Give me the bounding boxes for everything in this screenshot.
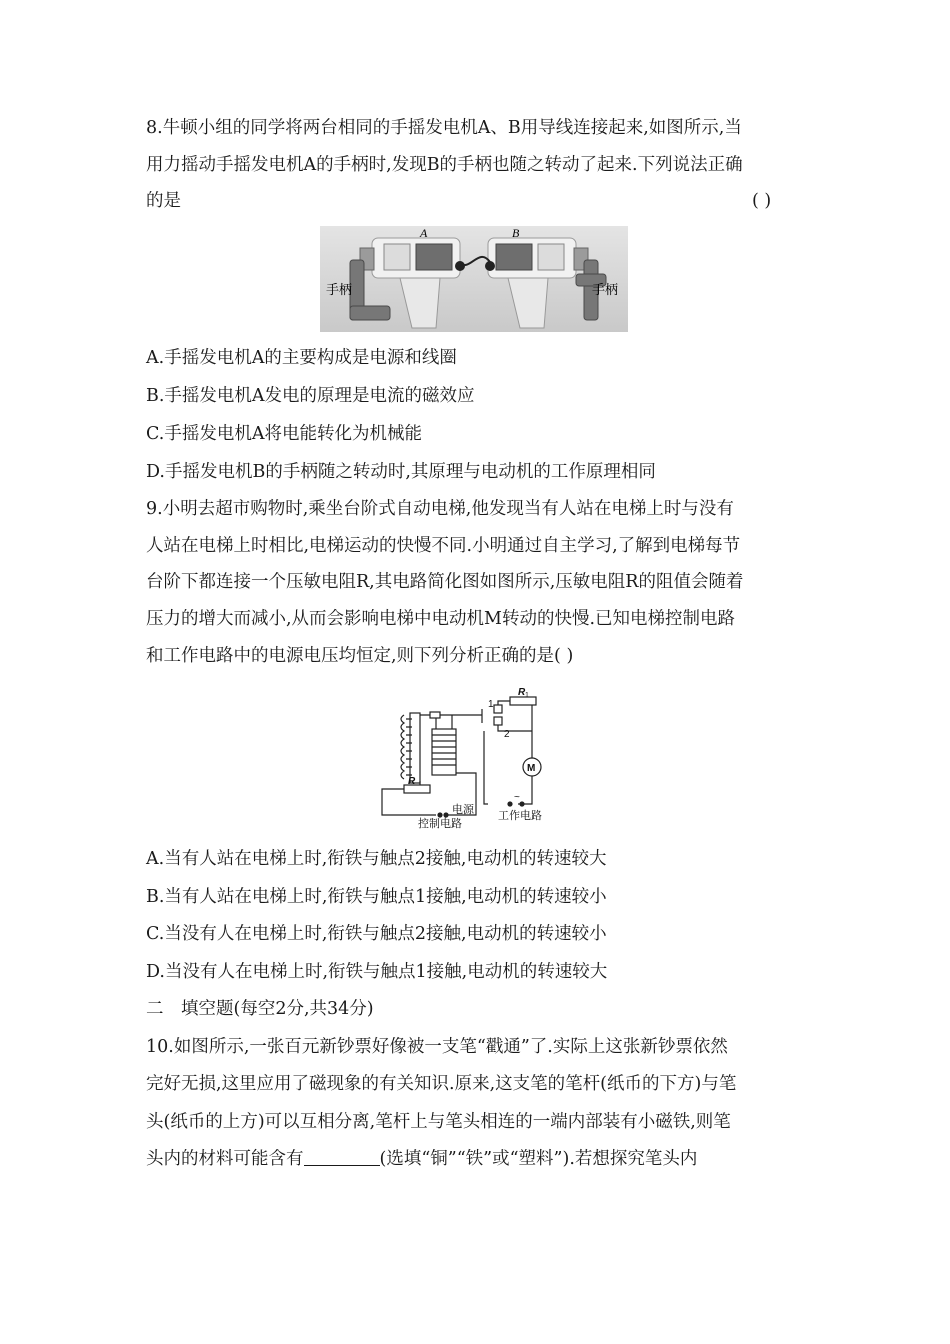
q9-work-circuit-label: 工作电路 — [498, 809, 542, 822]
q9-line-4: 压力的增大而减小,从而会影响电梯中电动机M转动的快慢.已知电梯控制电路 — [146, 609, 736, 629]
q10-line-4 — [146, 1147, 697, 1171]
q8-generator-photo — [320, 226, 628, 332]
q8-handle-right-label: 手柄 — [592, 283, 619, 298]
q10-line-4-after: (选填“铜”“铁”或“塑料”).若想探究笔头内 — [379, 1149, 698, 1169]
q8-line-1: 8.牛顿小组的同学将两台相同的手摇发电机A、B用导线连接起来,如图所示,当 — [146, 118, 742, 138]
q9-line-2: 人站在电梯上时相比,电梯运动的快慢不同.小明通过自主学习,了解到电梯每节 — [146, 536, 741, 556]
q9-contact-2: 2 — [504, 729, 510, 740]
q10-line-1: 10.如图所示,一张百元新钞票好像被一支笔“戳通”了.实际上这张新钞票依然 — [146, 1037, 728, 1057]
q10-line-4-before: 头内的材料可能含有 — [146, 1149, 304, 1169]
q9-option-c: C.当没有人在电梯上时,衔铁与触点2接触,电动机的转速较小 — [146, 924, 607, 944]
q9-circuit-diagram — [378, 685, 550, 831]
q8-line-2: 用力摇动手摇发电机A的手柄时,发现B的手柄也随之转动了起来.下列说法正确 — [146, 155, 743, 175]
q9-line-5: 和工作电路中的电源电压均恒定,则下列分析正确的是( ) — [146, 646, 574, 666]
q9-motor-label: M — [527, 763, 536, 774]
q9-ac-symbol: ~ — [514, 792, 520, 803]
q9-r-label: R — [408, 776, 416, 787]
q9-option-d: D.当没有人在电梯上时,衔铁与触点1接触,电动机的转速较大 — [146, 962, 608, 982]
q8-option-a: A.手摇发电机A的主要构成是电源和线圈 — [146, 348, 457, 368]
q8-label-b: B — [512, 226, 520, 240]
q8-label-a: A — [420, 226, 428, 240]
q9-line-3: 台阶下都连接一个压敏电阻R,其电路简化图如图所示,压敏电阻R的阻值会随着 — [146, 572, 744, 592]
q8-answer-bracket: ( ) — [752, 191, 772, 211]
q10-answer-blank[interactable] — [304, 1147, 380, 1166]
q9-power-label: 电源 — [452, 803, 474, 816]
q9-contact-1: 1 — [488, 699, 494, 710]
q10-line-3: 头(纸币的上方)可以互相分离,笔杆上与笔头相连的一端内部装有小磁铁,则笔 — [146, 1112, 731, 1132]
q9-control-circuit-label: 控制电路 — [418, 817, 462, 830]
q8-option-d: D.手摇发电机B的手柄随之转动时,其原理与电动机的工作原理相同 — [146, 462, 656, 482]
q10-line-2: 完好无损,这里应用了磁现象的有关知识.原来,这支笔的笔杆(纸币的下方)与笔 — [146, 1074, 737, 1094]
section-heading: 二 填空题(每空2分,共34分) — [146, 999, 374, 1019]
q8-handle-left-label: 手柄 — [326, 283, 353, 298]
q9-option-a: A.当有人站在电梯上时,衔铁与触点2接触,电动机的转速较大 — [146, 849, 607, 869]
q9-line-1: 9.小明去超市购物时,乘坐台阶式自动电梯,他发现当有人站在电梯上时与没有 — [146, 499, 734, 519]
q9-option-b: B.当有人站在电梯上时,衔铁与触点1接触,电动机的转速较小 — [146, 887, 607, 907]
q9-r1-subscript: 1 — [525, 692, 529, 699]
q8-option-b: B.手摇发电机A发电的原理是电流的磁效应 — [146, 386, 475, 406]
q8-line-3: 的是 — [146, 191, 181, 211]
q8-option-c: C.手摇发电机A将电能转化为机械能 — [146, 424, 422, 444]
q9-r1-label: R — [518, 687, 526, 698]
